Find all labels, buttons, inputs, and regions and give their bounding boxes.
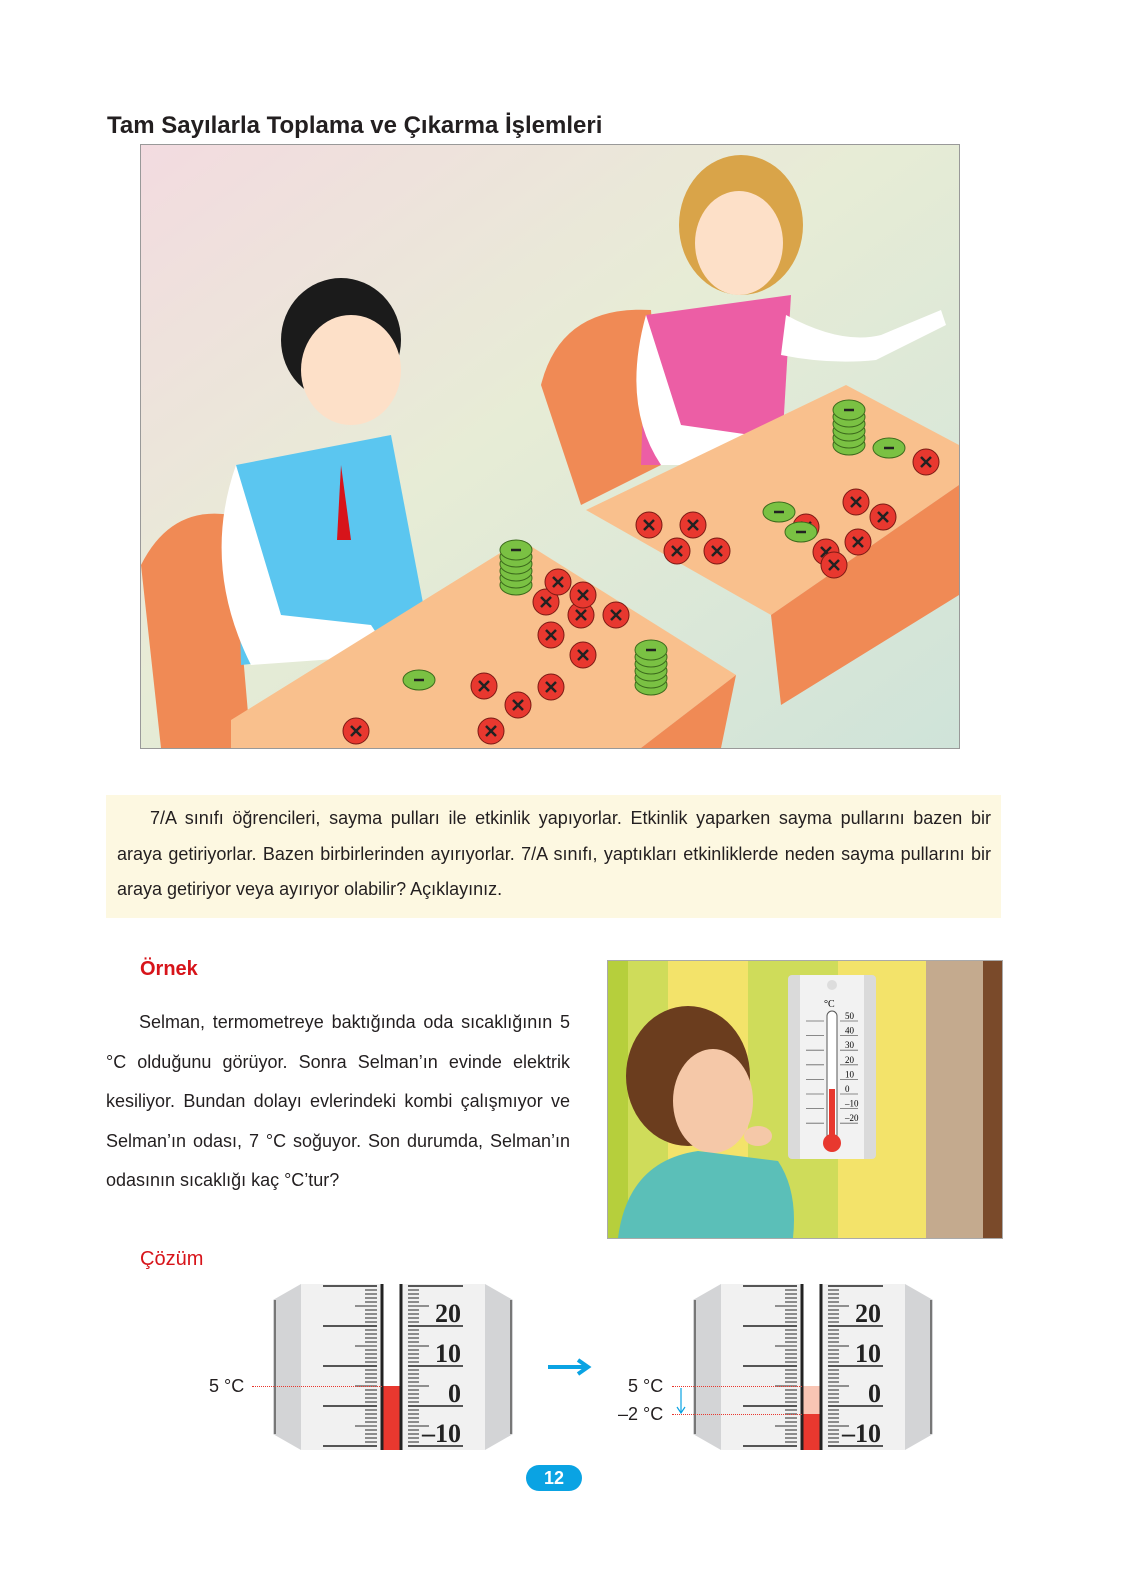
scale-label: 50 xyxy=(845,1011,854,1021)
before-label: 5 °C xyxy=(209,1376,245,1396)
positive-chip xyxy=(471,673,497,699)
positive-chip xyxy=(913,449,939,475)
scale-label: 20 xyxy=(435,1299,461,1328)
thermometer-frame-right xyxy=(485,1284,513,1450)
mercury xyxy=(803,1414,820,1450)
positive-chip xyxy=(538,622,564,648)
positive-chip xyxy=(538,674,564,700)
after-end-guide xyxy=(672,1414,802,1415)
positive-chip xyxy=(505,692,531,718)
positive-chip xyxy=(843,489,869,515)
scale-label: 10 xyxy=(845,1069,854,1080)
positive-chip xyxy=(704,538,730,564)
positive-chip xyxy=(870,504,896,530)
positive-chip xyxy=(570,582,596,608)
solution-heading: Çözüm xyxy=(140,1248,204,1270)
positive-chip xyxy=(343,718,369,744)
intro-text: 7/A sınıfı öğrencileri, sayma pulları ile etkinlik yapıyorlar. Etkinlik yaparken sayma pullarını bazen bir araya getiriyorlar. Bazen birbirlerinden ayırıyorlar. 7/A sınıfı, yaptıkları etkinliklerde neden sayma pullarını bir araya getiriyor veya ayırıyor olabilir? Açıklayınız. xyxy=(117,808,991,899)
classroom-illustration xyxy=(140,144,960,749)
page-number: 12 xyxy=(526,1465,582,1491)
photo-unit-label: °C xyxy=(824,999,835,1010)
positive-chip xyxy=(478,718,504,744)
intro-box xyxy=(106,795,1001,918)
thermometer-frame-right xyxy=(905,1284,933,1450)
after-end-label: –2 °C xyxy=(618,1404,664,1424)
down-arrow-icon xyxy=(676,1388,686,1414)
positive-chip xyxy=(545,569,571,595)
thermometer-after xyxy=(693,1284,933,1450)
negative-chip xyxy=(763,502,795,522)
example-heading: Örnek xyxy=(140,958,198,980)
scale-label: 20 xyxy=(845,1054,854,1065)
scale-label: 40 xyxy=(845,1025,854,1036)
scale-label: 20 xyxy=(855,1299,881,1328)
positive-chip xyxy=(821,552,847,578)
positive-chip xyxy=(570,642,596,668)
negative-chip xyxy=(500,540,532,560)
negative-chip xyxy=(833,400,865,420)
negative-chip xyxy=(873,438,905,458)
scale-label: 0 xyxy=(845,1084,850,1094)
thermometer-before xyxy=(273,1284,513,1450)
example-paragraph: Selman, termometreye baktığında oda sıcaklığının 5 °C olduğunu görüyor. Sonra Selman’ın evinde elektrik kesiliyor. Bundan dolayı evlerindeki kombi çalışmıyor ve Selman’ın odası, 7 °C soğuyor. Son durumda, Selman’ın odasının sıcaklığı kaç °C’tur? xyxy=(106,1012,570,1190)
after-start-label: 5 °C xyxy=(628,1376,664,1396)
right-arrow-icon xyxy=(548,1358,592,1376)
example-text xyxy=(106,1003,570,1201)
scale-label: –20 xyxy=(845,1113,859,1124)
scale-label: –10 xyxy=(845,1098,859,1109)
positive-chip xyxy=(664,538,690,564)
after-start-guide xyxy=(672,1386,802,1387)
page-title: Tam Sayılarla Toplama ve Çıkarma İşlemleri xyxy=(107,112,603,139)
scale-label: 0 xyxy=(868,1379,881,1408)
mercury xyxy=(383,1386,400,1450)
positive-chip xyxy=(603,602,629,628)
scale-label: 10 xyxy=(855,1339,881,1368)
positive-chip xyxy=(636,512,662,538)
negative-chip xyxy=(635,640,667,660)
scale-label: 10 xyxy=(435,1339,461,1368)
scale-label: –10 xyxy=(422,1419,461,1448)
scale-label: 0 xyxy=(448,1379,461,1408)
boy-thermometer-photo xyxy=(607,960,1003,1239)
mercury-drop xyxy=(803,1386,820,1414)
thermometer-frame-left xyxy=(693,1284,721,1450)
positive-chip xyxy=(680,512,706,538)
negative-chip xyxy=(785,522,817,542)
negative-chip xyxy=(403,670,435,690)
scale-label: –10 xyxy=(842,1419,881,1448)
positive-chip xyxy=(845,529,871,555)
scale-label: 30 xyxy=(845,1040,854,1051)
thermometer-frame-left xyxy=(273,1284,301,1450)
before-guide-line xyxy=(252,1386,382,1387)
